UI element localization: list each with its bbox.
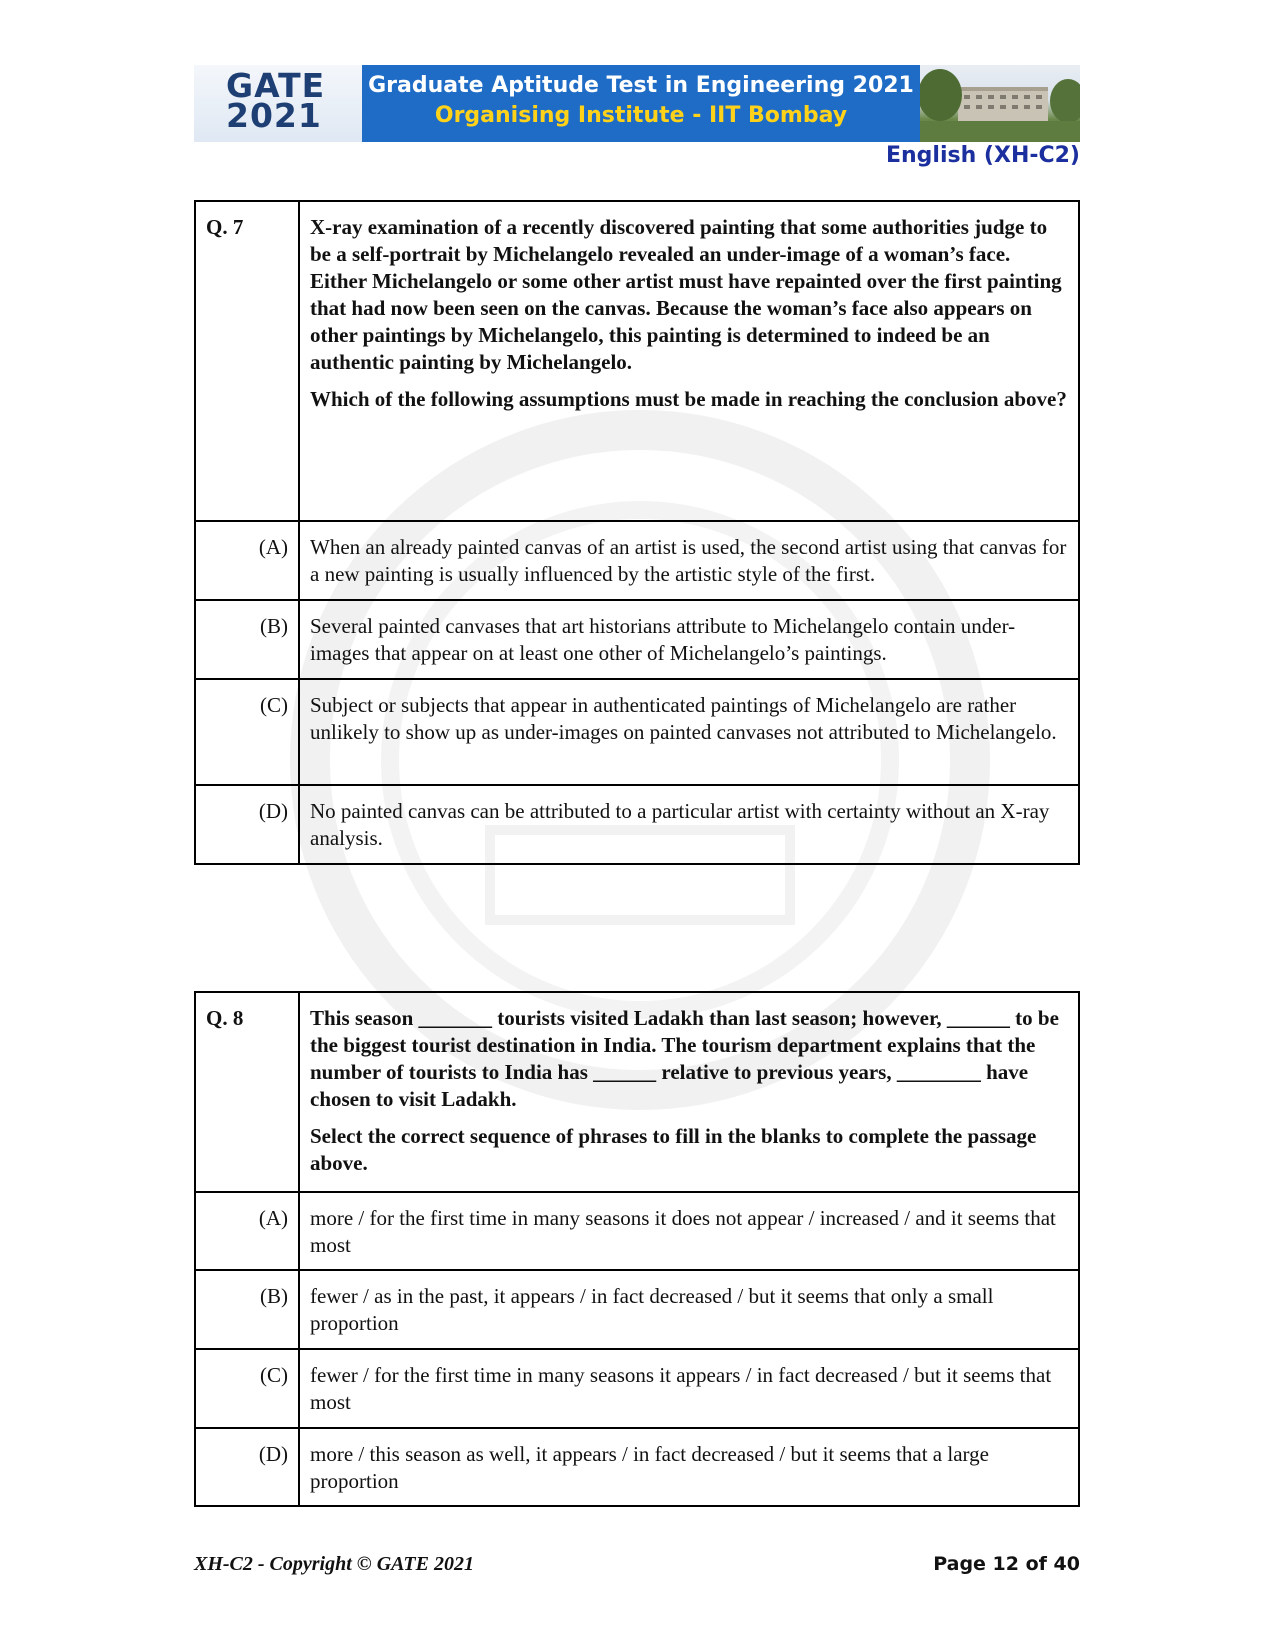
header-banner — [194, 65, 1080, 142]
footer-copyright: XH-C2 - Copyright © GATE 2021 — [194, 1553, 474, 1575]
question-passage: This season _______ tourists visited Ladakh than last season; however, ______ to be the biggest tourist destination in India. The tourism department explains that the number of tourists to India has ______ relative to previous years, ________ have chosen to visit Ladakh. — [310, 1006, 1059, 1111]
option-text: more / this season as well, it appears / in fact decreased / but it seems that a large proportion — [299, 1428, 1079, 1506]
page-number: Page 12 of 40 — [933, 1553, 1080, 1575]
option-label: (D) — [195, 1428, 299, 1506]
option-text: Several painted canvases that art historians attribute to Michelangelo contain under-images that appear on at least one other of Michelangelo’s paintings. — [299, 600, 1079, 679]
option-row — [195, 785, 1079, 864]
option-text: fewer / as in the past, it appears / in fact decreased / but it seems that only a small proportion — [299, 1270, 1079, 1349]
option-label: (B) — [195, 600, 299, 679]
option-text: No painted canvas can be attributed to a particular artist with certainty without an X-ray analysis. — [299, 785, 1079, 864]
question-prompt: Which of the following assumptions must be made in reaching the conclusion above? — [310, 387, 1067, 411]
option-label: (C) — [195, 1349, 299, 1428]
option-row — [195, 1428, 1079, 1506]
campus-photo-image — [920, 65, 1080, 142]
question-number: Q. 8 — [195, 992, 299, 1192]
option-label: (C) — [195, 679, 299, 785]
option-row — [195, 1349, 1079, 1428]
option-row — [195, 679, 1079, 785]
question-7-table — [194, 200, 1080, 865]
option-label: (A) — [195, 521, 299, 600]
question-prompt: Select the correct sequence of phrases to fill in the blanks to complete the passage above. — [310, 1124, 1037, 1175]
option-text: more / for the first time in many seasons it does not appear / increased / and it seems that most — [299, 1192, 1079, 1270]
option-row — [195, 1270, 1079, 1349]
banner-title-block — [362, 65, 920, 142]
logo-text-year: 2021 — [226, 96, 322, 135]
organiser-subtitle: Organising Institute - IIT Bombay — [434, 103, 848, 128]
option-text: When an already painted canvas of an artist is used, the second artist using that canvas for a new painting is usually influenced by the artistic style of the first. — [299, 521, 1079, 600]
option-label: (D) — [195, 785, 299, 864]
option-row — [195, 521, 1079, 600]
option-text: Subject or subjects that appear in authenticated paintings of Michelangelo are rather unlikely to show up as under-images on painted canvases not attributed to Michelangelo. — [299, 679, 1079, 785]
exam-title: Graduate Aptitude Test in Engineering 2021 — [368, 73, 914, 98]
question-stem — [299, 201, 1079, 521]
gate-logo — [194, 65, 362, 142]
option-label: (B) — [195, 1270, 299, 1349]
option-row — [195, 1192, 1079, 1270]
question-8-table — [194, 991, 1080, 1507]
option-label: (A) — [195, 1192, 299, 1270]
option-text: fewer / for the first time in many seasons it appears / in fact decreased / but it seems that most — [299, 1349, 1079, 1428]
question-stem — [299, 992, 1079, 1192]
logo-text-gate: GATE — [226, 66, 326, 105]
option-row — [195, 600, 1079, 679]
subject-code: English (XH-C2) — [885, 143, 1080, 168]
question-number: Q. 7 — [195, 201, 299, 521]
question-passage: X-ray examination of a recently discovered painting that some authorities judge to be a self-portrait by Michelangelo revealed an under-image of a woman’s face. Either Michelangelo or some other artist must have repainted over the first painting that had now been seen on the canvas. Because the woman’s face also appears on other paintings by Michelangelo, this painting is determined to indeed be an authentic painting by Michelangelo. — [310, 215, 1062, 374]
